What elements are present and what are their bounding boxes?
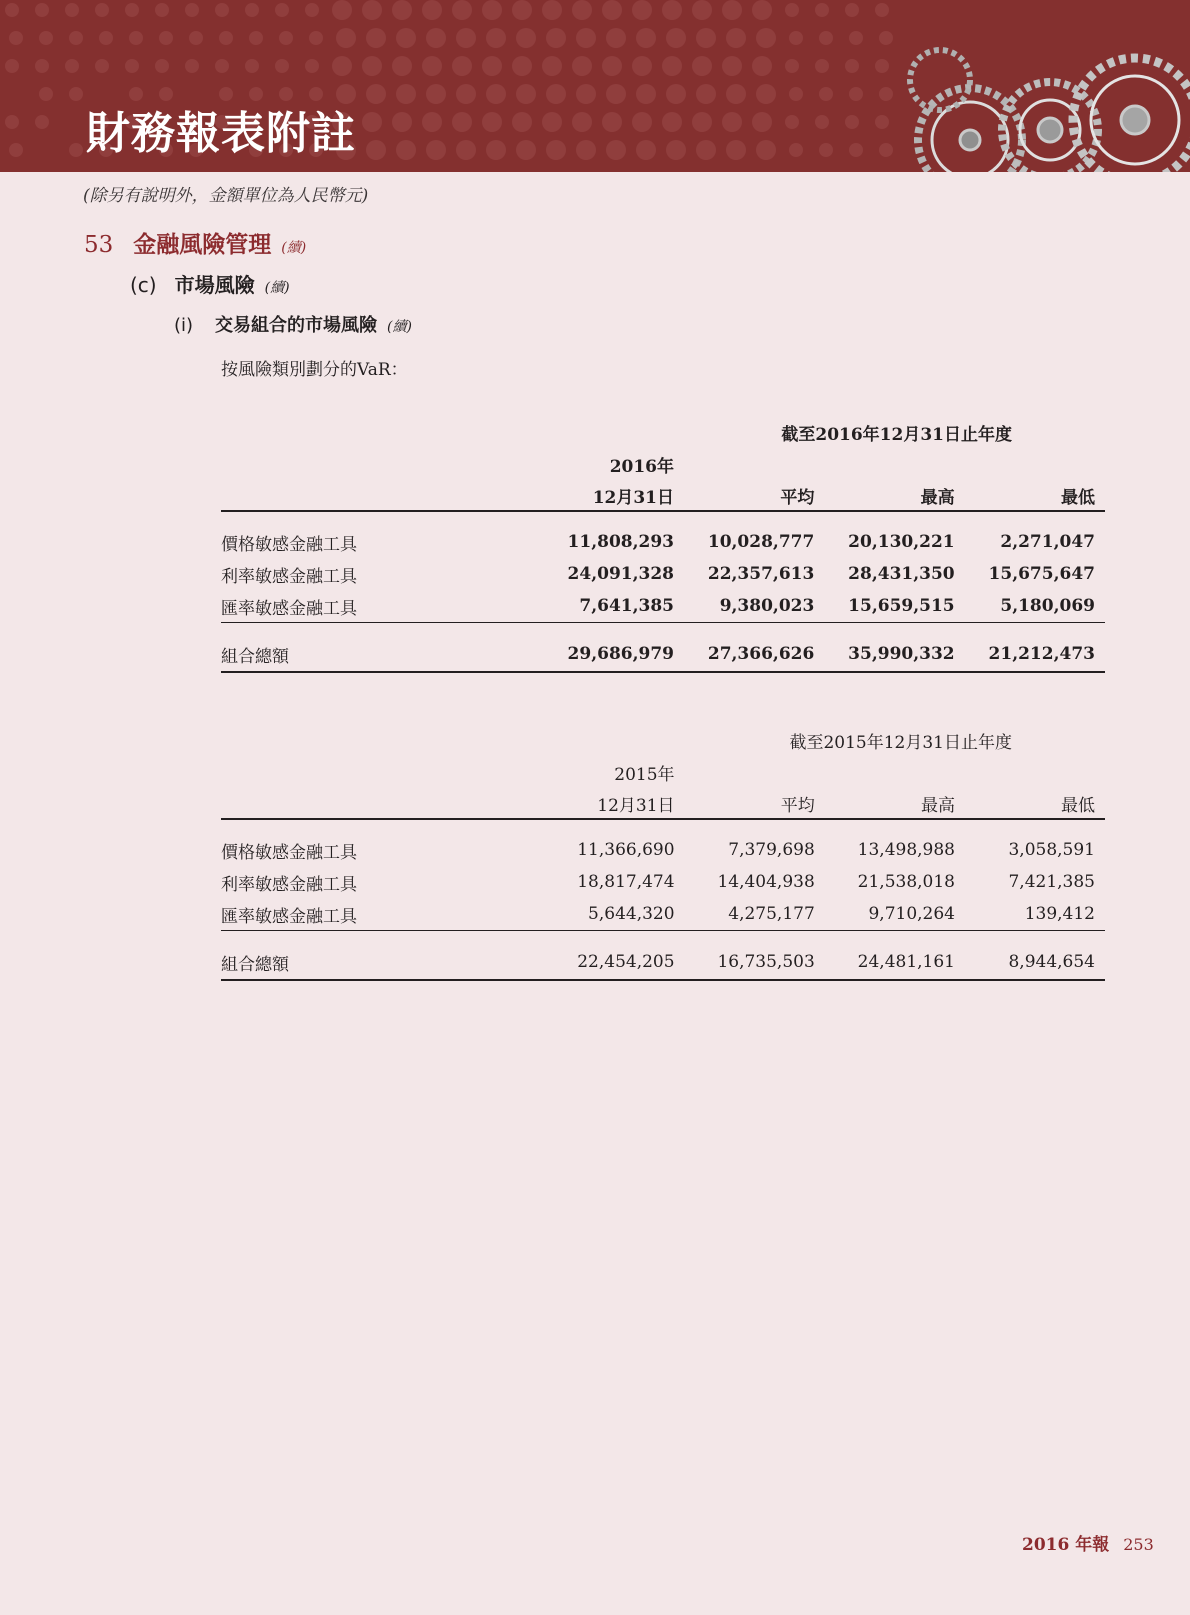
column-header: 平均 [684, 480, 824, 511]
table-row [221, 558, 1105, 590]
decorative-dot [366, 140, 386, 160]
decorative-dot [456, 28, 476, 48]
decorative-dot [666, 28, 686, 48]
decorative-dot [815, 59, 829, 73]
decorative-dot [789, 87, 803, 101]
decorative-dot [819, 143, 833, 157]
cell: 2,271,047 [1000, 532, 1095, 552]
decorative-dot [845, 115, 859, 129]
decorative-dot [696, 84, 716, 104]
column-header: 12月31日 [534, 480, 684, 511]
decorative-dot [602, 112, 622, 132]
cell: 28,431,350 [848, 564, 955, 584]
decorative-dot [486, 84, 506, 104]
decorative-dot [336, 28, 356, 48]
section-heading [84, 226, 306, 259]
decorative-dot [155, 3, 169, 17]
decorative-dot [185, 59, 199, 73]
decorative-dot [422, 112, 442, 132]
cell: 24,481,161 [825, 945, 965, 980]
cell: 21,212,473 [965, 637, 1105, 672]
decorative-dot [396, 140, 416, 160]
table-row [221, 526, 1105, 558]
decorative-dot [602, 0, 622, 20]
column-header: 最高 [824, 480, 964, 511]
table-header-row [221, 416, 1105, 448]
decorative-dot [129, 31, 143, 45]
decorative-dot [155, 59, 169, 73]
decorative-dot [576, 84, 596, 104]
decorative-dot [692, 56, 712, 76]
subsubsection-title: 交易組合的市場風險 [215, 315, 378, 336]
decorative-dot [542, 112, 562, 132]
decorative-dot [275, 3, 289, 17]
decorative-dot [65, 59, 79, 73]
cell: 10,028,777 [707, 532, 815, 552]
currency-note: (除另有說明外，金額單位為人民幣元) [83, 186, 369, 206]
decorative-dot [95, 59, 109, 73]
cell: 22,357,613 [707, 564, 815, 584]
decorative-dot [666, 84, 686, 104]
decorative-dot [275, 59, 289, 73]
decorative-dot [125, 3, 139, 17]
row-label: 匯率敏感金融工具 [221, 898, 535, 931]
decorative-dot [606, 84, 626, 104]
row-label: 價格敏感金融工具 [221, 842, 357, 863]
decorative-dot [452, 0, 472, 20]
cell: 5,644,320 [535, 898, 685, 931]
cell: 24,091,328 [567, 564, 675, 584]
decorative-dot [305, 59, 319, 73]
decorative-dot [632, 0, 652, 20]
table-header-row [221, 756, 1105, 788]
decorative-dot [636, 140, 656, 160]
decorative-dot [35, 115, 49, 129]
cell: 20,130,221 [848, 532, 955, 552]
year-header: 2015年 [614, 764, 675, 785]
decorative-dot [5, 59, 19, 73]
decorative-dot [572, 0, 592, 20]
decorative-dot [572, 112, 592, 132]
decorative-dot [189, 31, 203, 45]
decorative-dot [726, 28, 746, 48]
decorative-dot [396, 84, 416, 104]
decorative-dot [279, 31, 293, 45]
decorative-dot [632, 112, 652, 132]
decorative-dot [875, 3, 889, 17]
continued-label: (續) [264, 280, 290, 296]
decorative-dot [636, 84, 656, 104]
decorative-dot [546, 28, 566, 48]
decorative-dot [422, 56, 442, 76]
row-label: 匯率敏感金融工具 [221, 590, 534, 623]
decorative-dot [456, 84, 476, 104]
page-number: 253 [1123, 1535, 1154, 1554]
decorative-dot [692, 112, 712, 132]
decorative-dot [336, 84, 356, 104]
column-header: 平均 [685, 788, 825, 819]
decorative-dot [362, 0, 382, 20]
total-row [221, 945, 1105, 980]
row-label: 組合總額 [221, 945, 535, 980]
subsubsection-heading [174, 311, 412, 337]
row-label: 價格敏感金融工具 [221, 534, 357, 555]
table-header-row [221, 788, 1105, 819]
decorative-dot [722, 0, 742, 20]
decorative-dot [849, 143, 863, 157]
table-row [221, 866, 1105, 898]
table-row [221, 834, 1105, 866]
decorative-dot [159, 87, 173, 101]
decorative-dot [9, 143, 23, 157]
cell: 18,817,474 [577, 872, 675, 892]
var-table-2015 [221, 724, 1105, 981]
decorative-dot [789, 31, 803, 45]
period-header: 截至2015年12月31日止年度 [789, 732, 1012, 753]
decorative-dot [606, 140, 626, 160]
decorative-dot [662, 56, 682, 76]
decorative-dot [756, 28, 776, 48]
annual-report-label: 2016 年報 [1022, 1535, 1110, 1555]
decorative-dot [756, 84, 776, 104]
row-label: 利率敏感金融工具 [221, 874, 357, 895]
decorative-dot [5, 3, 19, 17]
decorative-dot [752, 56, 772, 76]
section-title: 金融風險管理 [133, 231, 272, 258]
decorative-dot [392, 0, 412, 20]
cell: 22,454,205 [535, 945, 685, 980]
row-label: 組合總額 [221, 637, 534, 672]
table-header-row [221, 448, 1105, 480]
table-header-row [221, 724, 1105, 756]
decorative-dot [99, 31, 113, 45]
subsection-title: 市場風險 [174, 273, 255, 297]
decorative-dot [69, 31, 83, 45]
total-row [221, 637, 1105, 672]
decorative-dot [602, 56, 622, 76]
decorative-dot [486, 140, 506, 160]
decorative-dot [606, 28, 626, 48]
decorative-dot [95, 3, 109, 17]
decorative-dot [39, 31, 53, 45]
decorative-dot [662, 0, 682, 20]
decorative-dot [819, 31, 833, 45]
cell: 139,412 [965, 898, 1105, 931]
decorative-dot [456, 140, 476, 160]
table-row [221, 590, 1105, 623]
decorative-dot [542, 0, 562, 20]
decorative-dot [722, 112, 742, 132]
decorative-dot [576, 28, 596, 48]
subsection-heading [130, 269, 290, 298]
cell: 9,710,264 [825, 898, 965, 931]
decorative-dot [576, 140, 596, 160]
decorative-dot [185, 3, 199, 17]
cell: 4,275,177 [685, 898, 825, 931]
decorative-dot [362, 56, 382, 76]
decorative-dot [516, 140, 536, 160]
decorative-dot [65, 3, 79, 17]
decorative-dot [426, 140, 446, 160]
decorative-dot [726, 84, 746, 104]
cell: 5,180,069 [965, 590, 1105, 623]
decorative-dot [219, 87, 233, 101]
cell: 7,379,698 [728, 840, 815, 860]
cell: 15,659,515 [824, 590, 964, 623]
decorative-dot [752, 0, 772, 20]
decorative-dot [512, 112, 532, 132]
decorative-dot [845, 3, 859, 17]
decorative-dot [879, 87, 893, 101]
cell: 16,735,503 [685, 945, 825, 980]
decorative-dot [696, 28, 716, 48]
cell: 21,538,018 [857, 872, 955, 892]
decorative-dot [245, 59, 259, 73]
decorative-dot [309, 31, 323, 45]
decorative-dot [426, 84, 446, 104]
decorative-dot [219, 31, 233, 45]
row-label: 利率敏感金融工具 [221, 566, 357, 587]
decorative-dot [752, 112, 772, 132]
decorative-dot [245, 3, 259, 17]
decorative-dot [5, 115, 19, 129]
continued-label: (續) [281, 240, 307, 256]
decorative-dot [215, 3, 229, 17]
decorative-dot [9, 31, 23, 45]
decorative-dot [875, 115, 889, 129]
decorative-dot [879, 31, 893, 45]
decorative-dot [849, 87, 863, 101]
decorative-dot [69, 87, 83, 101]
cell: 3,058,591 [1008, 840, 1095, 860]
column-header: 最低 [965, 788, 1105, 819]
decorative-dot [69, 143, 83, 157]
decorative-dot [482, 56, 502, 76]
intro-text: 按風險類別劃分的VaR： [221, 360, 408, 380]
decorative-dot [159, 31, 173, 45]
var-table-2016 [221, 416, 1105, 673]
decorative-dot [512, 0, 532, 20]
decorative-dot [482, 112, 502, 132]
cell: 13,498,988 [857, 840, 955, 860]
decorative-dot [789, 143, 803, 157]
decorative-dot [35, 3, 49, 17]
subsubsection-marker: (i) [174, 315, 194, 336]
decorative-dot [332, 56, 352, 76]
cell: 35,990,332 [824, 637, 964, 672]
decorative-dot [632, 56, 652, 76]
column-header: 12月31日 [535, 788, 685, 819]
cell: 7,641,385 [534, 590, 684, 623]
decorative-dot [845, 59, 859, 73]
decorative-dot [696, 140, 716, 160]
decorative-dot [422, 0, 442, 20]
cell: 7,421,385 [1008, 872, 1095, 892]
decorative-dot [785, 3, 799, 17]
decorative-dot [726, 140, 746, 160]
decorative-dot [452, 56, 472, 76]
cell: 29,686,979 [534, 637, 684, 672]
cell: 11,366,690 [577, 840, 675, 860]
decorative-dot [819, 87, 833, 101]
continued-label: (續) [387, 319, 412, 335]
column-header: 最高 [825, 788, 965, 819]
decorative-dot [35, 59, 49, 73]
decorative-dot [875, 59, 889, 73]
decorative-dot [785, 115, 799, 129]
cell: 27,366,626 [684, 637, 824, 672]
decorative-dot [482, 0, 502, 20]
decorative-dot [426, 28, 446, 48]
decorative-dot [879, 143, 893, 157]
decorative-dot [125, 59, 139, 73]
decorative-dot [215, 59, 229, 73]
cell: 14,404,938 [717, 872, 815, 892]
decorative-dot [572, 56, 592, 76]
decorative-dot [785, 59, 799, 73]
decorative-dot [486, 28, 506, 48]
decorative-dot [815, 3, 829, 17]
page-header-banner [0, 0, 1190, 172]
page-title: 財務報表附註 [86, 108, 356, 159]
decorative-dot [512, 56, 532, 76]
decorative-dot [636, 28, 656, 48]
decorative-dot [662, 112, 682, 132]
cell: 9,380,023 [684, 590, 824, 623]
decorative-dot [722, 56, 742, 76]
decorative-dot [546, 84, 566, 104]
decorative-dot [309, 87, 323, 101]
decorative-dot [392, 112, 412, 132]
decorative-dot [129, 87, 143, 101]
period-header: 截至2016年12月31日止年度 [781, 424, 1012, 445]
decorative-dot [546, 140, 566, 160]
table-row [221, 898, 1105, 931]
decorative-dot [249, 31, 263, 45]
cell: 15,675,647 [988, 564, 1095, 584]
decorative-dot [452, 112, 472, 132]
decorative-dot [39, 87, 53, 101]
decorative-dot [279, 87, 293, 101]
decorative-dot [366, 28, 386, 48]
decorative-dot [542, 56, 562, 76]
decorative-dot [249, 87, 263, 101]
cell: 11,808,293 [567, 532, 675, 552]
page-footer [1022, 1530, 1154, 1555]
decorative-dot [516, 84, 536, 104]
decorative-dot [849, 31, 863, 45]
subsection-marker: (c) [130, 273, 157, 297]
year-header: 2016年 [609, 456, 675, 477]
decorative-dot [756, 140, 776, 160]
decorative-dot [815, 115, 829, 129]
column-header: 最低 [965, 480, 1105, 511]
decorative-dot [362, 112, 382, 132]
decorative-dot [332, 0, 352, 20]
decorative-dot [392, 56, 412, 76]
table-header-row [221, 480, 1105, 511]
decorative-dot [305, 3, 319, 17]
decorative-dot [366, 84, 386, 104]
decorative-dot [666, 140, 686, 160]
decorative-dot [516, 28, 536, 48]
decorative-dot [692, 0, 712, 20]
cell: 8,944,654 [965, 945, 1105, 980]
gears-illustration [900, 40, 1190, 172]
section-number: 53 [84, 232, 114, 258]
decorative-dot [396, 28, 416, 48]
